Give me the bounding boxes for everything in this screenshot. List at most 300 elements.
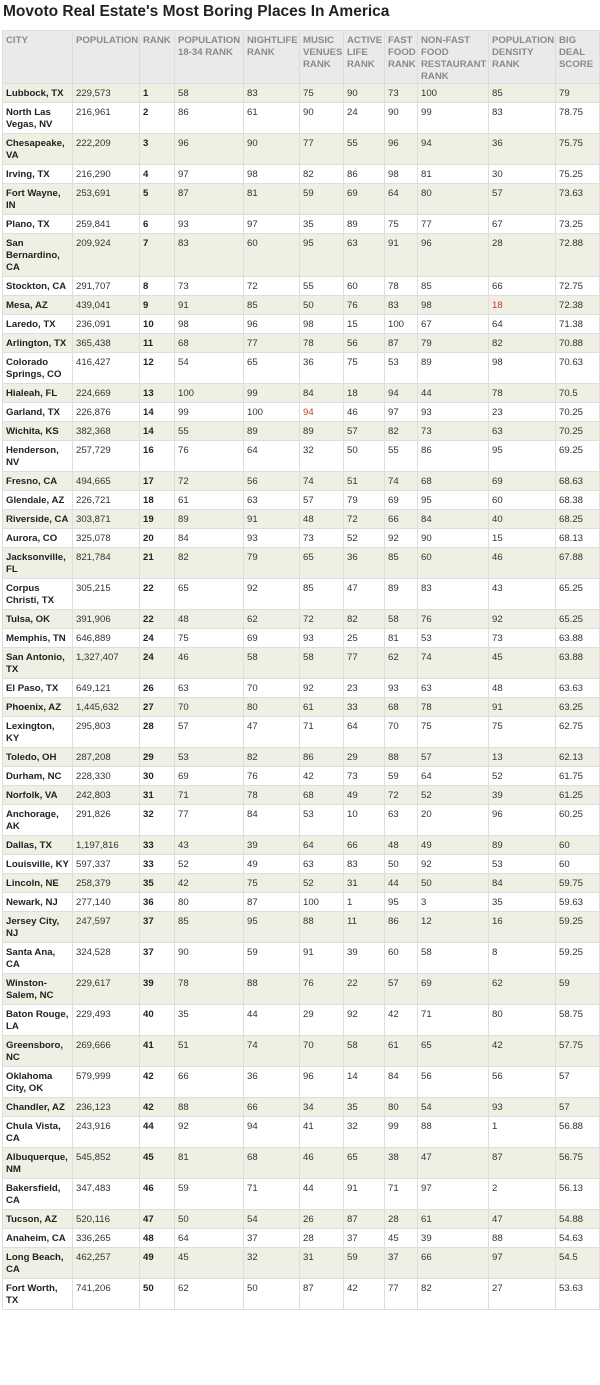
table-row	[3, 893, 600, 912]
cell-population: 222,209	[73, 134, 140, 165]
cell-rank: 37	[140, 912, 175, 943]
cell-population-density-rank: 8	[489, 943, 556, 974]
header-row	[3, 31, 600, 84]
cell-population: 236,091	[73, 315, 140, 334]
cell-active-life-rank: 63	[344, 234, 385, 277]
cell-non-fast-food-rank: 96	[418, 234, 489, 277]
cell-rank: 4	[140, 165, 175, 184]
cell-non-fast-food-rank: 80	[418, 184, 489, 215]
cell-population-18-34-rank: 70	[175, 698, 244, 717]
cell-city: Riverside, CA	[3, 510, 73, 529]
table-row	[3, 334, 600, 353]
cell-non-fast-food-rank: 63	[418, 679, 489, 698]
cell-non-fast-food-rank: 54	[418, 1098, 489, 1117]
cell-big-deal-score: 73.63	[556, 184, 600, 215]
table-row	[3, 855, 600, 874]
cell-music-venues-rank: 58	[300, 648, 344, 679]
cell-nightlife-rank: 72	[244, 277, 300, 296]
cell-fast-food-rank: 53	[385, 353, 418, 384]
cell-population-18-34-rank: 91	[175, 296, 244, 315]
cell-city: Henderson, NV	[3, 441, 73, 472]
cell-active-life-rank: 51	[344, 472, 385, 491]
cell-music-venues-rank: 73	[300, 529, 344, 548]
cell-rank: 32	[140, 805, 175, 836]
cell-population-18-34-rank: 69	[175, 767, 244, 786]
cell-population-18-34-rank: 55	[175, 422, 244, 441]
cell-big-deal-score: 75.75	[556, 134, 600, 165]
cell-music-venues-rank: 92	[300, 679, 344, 698]
cell-population-density-rank: 62	[489, 974, 556, 1005]
cell-active-life-rank: 91	[344, 1179, 385, 1210]
cell-population-18-34-rank: 50	[175, 1210, 244, 1229]
cell-non-fast-food-rank: 69	[418, 974, 489, 1005]
cell-population-density-rank: 69	[489, 472, 556, 491]
cell-big-deal-score: 72.38	[556, 296, 600, 315]
cell-big-deal-score: 73.25	[556, 215, 600, 234]
cell-active-life-rank: 23	[344, 679, 385, 698]
cell-rank: 27	[140, 698, 175, 717]
cell-non-fast-food-rank: 61	[418, 1210, 489, 1229]
cell-city: Glendale, AZ	[3, 491, 73, 510]
cell-fast-food-rank: 97	[385, 403, 418, 422]
table-row	[3, 277, 600, 296]
cell-music-venues-rank: 48	[300, 510, 344, 529]
cell-population-18-34-rank: 58	[175, 84, 244, 103]
cell-city: Anchorage, AK	[3, 805, 73, 836]
table-body	[3, 84, 600, 1310]
cell-population-density-rank: 85	[489, 84, 556, 103]
cell-big-deal-score: 72.75	[556, 277, 600, 296]
cell-nightlife-rank: 66	[244, 1098, 300, 1117]
cell-population: 247,597	[73, 912, 140, 943]
cell-rank: 13	[140, 384, 175, 403]
cell-big-deal-score: 79	[556, 84, 600, 103]
cell-population: 649,121	[73, 679, 140, 698]
cell-population-density-rank: 84	[489, 874, 556, 893]
table-row	[3, 548, 600, 579]
boring-places-table	[2, 30, 600, 1310]
cell-rank: 6	[140, 215, 175, 234]
cell-music-venues-rank: 26	[300, 1210, 344, 1229]
cell-music-venues-rank: 89	[300, 422, 344, 441]
cell-fast-food-rank: 64	[385, 184, 418, 215]
table-row	[3, 698, 600, 717]
cell-fast-food-rank: 93	[385, 679, 418, 698]
cell-city: Memphis, TN	[3, 629, 73, 648]
table-row	[3, 422, 600, 441]
cell-population-18-34-rank: 64	[175, 1229, 244, 1248]
cell-non-fast-food-rank: 57	[418, 748, 489, 767]
cell-active-life-rank: 79	[344, 491, 385, 510]
cell-rank: 39	[140, 974, 175, 1005]
cell-active-life-rank: 37	[344, 1229, 385, 1248]
cell-non-fast-food-rank: 100	[418, 84, 489, 103]
cell-population-18-34-rank: 90	[175, 943, 244, 974]
cell-population: 216,290	[73, 165, 140, 184]
cell-music-venues-rank: 87	[300, 1279, 344, 1310]
cell-population-density-rank: 66	[489, 277, 556, 296]
cell-population-density-rank: 23	[489, 403, 556, 422]
cell-city: Colorado Springs, CO	[3, 353, 73, 384]
cell-big-deal-score: 59.75	[556, 874, 600, 893]
cell-population-18-34-rank: 89	[175, 510, 244, 529]
table-row	[3, 648, 600, 679]
cell-population-density-rank: 16	[489, 912, 556, 943]
cell-rank: 36	[140, 893, 175, 912]
cell-nightlife-rank: 63	[244, 491, 300, 510]
cell-nightlife-rank: 90	[244, 134, 300, 165]
cell-rank: 45	[140, 1148, 175, 1179]
cell-nightlife-rank: 91	[244, 510, 300, 529]
cell-big-deal-score: 78.75	[556, 103, 600, 134]
cell-active-life-rank: 59	[344, 1248, 385, 1279]
cell-active-life-rank: 65	[344, 1148, 385, 1179]
cell-non-fast-food-rank: 77	[418, 215, 489, 234]
cell-population-18-34-rank: 45	[175, 1248, 244, 1279]
cell-nightlife-rank: 93	[244, 529, 300, 548]
table-row	[3, 403, 600, 422]
cell-population-density-rank: 93	[489, 1098, 556, 1117]
cell-rank: 33	[140, 855, 175, 874]
cell-population-18-34-rank: 54	[175, 353, 244, 384]
cell-nightlife-rank: 39	[244, 836, 300, 855]
cell-rank: 14	[140, 422, 175, 441]
cell-non-fast-food-rank: 84	[418, 510, 489, 529]
cell-non-fast-food-rank: 99	[418, 103, 489, 134]
cell-music-venues-rank: 90	[300, 103, 344, 134]
cell-nightlife-rank: 71	[244, 1179, 300, 1210]
cell-big-deal-score: 60	[556, 855, 600, 874]
cell-city: Long Beach, CA	[3, 1248, 73, 1279]
cell-population-18-34-rank: 53	[175, 748, 244, 767]
cell-rank: 35	[140, 874, 175, 893]
cell-active-life-rank: 22	[344, 974, 385, 1005]
cell-city: Fresno, CA	[3, 472, 73, 491]
cell-fast-food-rank: 83	[385, 296, 418, 315]
cell-population: 439,041	[73, 296, 140, 315]
cell-population: 295,803	[73, 717, 140, 748]
cell-population-density-rank: 89	[489, 836, 556, 855]
cell-big-deal-score: 72.88	[556, 234, 600, 277]
cell-city: Newark, NJ	[3, 893, 73, 912]
cell-big-deal-score: 59.25	[556, 912, 600, 943]
cell-population-18-34-rank: 98	[175, 315, 244, 334]
cell-non-fast-food-rank: 47	[418, 1148, 489, 1179]
table-row	[3, 610, 600, 629]
cell-nightlife-rank: 92	[244, 579, 300, 610]
cell-nightlife-rank: 68	[244, 1148, 300, 1179]
cell-population: 242,803	[73, 786, 140, 805]
cell-population-18-34-rank: 76	[175, 441, 244, 472]
cell-city: Aurora, CO	[3, 529, 73, 548]
cell-population-18-34-rank: 63	[175, 679, 244, 698]
table-row	[3, 974, 600, 1005]
cell-active-life-rank: 75	[344, 353, 385, 384]
cell-city: Lincoln, NE	[3, 874, 73, 893]
cell-city: Jersey City, NJ	[3, 912, 73, 943]
cell-big-deal-score: 61.25	[556, 786, 600, 805]
cell-city: Fort Wayne, IN	[3, 184, 73, 215]
cell-non-fast-food-rank: 75	[418, 717, 489, 748]
cell-rank: 3	[140, 134, 175, 165]
cell-population-density-rank: 2	[489, 1179, 556, 1210]
cell-non-fast-food-rank: 49	[418, 836, 489, 855]
cell-population-18-34-rank: 93	[175, 215, 244, 234]
cell-music-venues-rank: 31	[300, 1248, 344, 1279]
table-row	[3, 1005, 600, 1036]
cell-music-venues-rank: 88	[300, 912, 344, 943]
cell-population-18-34-rank: 77	[175, 805, 244, 836]
cell-fast-food-rank: 96	[385, 134, 418, 165]
cell-music-venues-rank: 85	[300, 579, 344, 610]
cell-population-density-rank: 36	[489, 134, 556, 165]
cell-rank: 5	[140, 184, 175, 215]
cell-fast-food-rank: 57	[385, 974, 418, 1005]
cell-population-18-34-rank: 42	[175, 874, 244, 893]
cell-fast-food-rank: 45	[385, 1229, 418, 1248]
cell-fast-food-rank: 66	[385, 510, 418, 529]
cell-rank: 50	[140, 1279, 175, 1310]
cell-rank: 21	[140, 548, 175, 579]
cell-big-deal-score: 68.25	[556, 510, 600, 529]
cell-active-life-rank: 90	[344, 84, 385, 103]
cell-population-density-rank: 67	[489, 215, 556, 234]
cell-active-life-rank: 42	[344, 1279, 385, 1310]
cell-population-18-34-rank: 86	[175, 103, 244, 134]
cell-population-density-rank: 83	[489, 103, 556, 134]
cell-nightlife-rank: 80	[244, 698, 300, 717]
cell-population-density-rank: 91	[489, 698, 556, 717]
cell-rank: 22	[140, 610, 175, 629]
cell-city: Louisville, KY	[3, 855, 73, 874]
cell-big-deal-score: 62.13	[556, 748, 600, 767]
cell-nightlife-rank: 60	[244, 234, 300, 277]
cell-active-life-rank: 64	[344, 717, 385, 748]
header-active-life-rank: ACTIVE LIFE RANK	[344, 31, 385, 84]
cell-population: 287,208	[73, 748, 140, 767]
cell-big-deal-score: 63.63	[556, 679, 600, 698]
cell-active-life-rank: 15	[344, 315, 385, 334]
cell-rank: 28	[140, 717, 175, 748]
cell-non-fast-food-rank: 81	[418, 165, 489, 184]
cell-big-deal-score: 62.75	[556, 717, 600, 748]
cell-population-density-rank: 52	[489, 767, 556, 786]
cell-nightlife-rank: 98	[244, 165, 300, 184]
table-row	[3, 717, 600, 748]
cell-fast-food-rank: 84	[385, 1067, 418, 1098]
cell-nightlife-rank: 84	[244, 805, 300, 836]
cell-fast-food-rank: 58	[385, 610, 418, 629]
cell-nightlife-rank: 36	[244, 1067, 300, 1098]
cell-music-venues-rank: 53	[300, 805, 344, 836]
cell-population-density-rank: 96	[489, 805, 556, 836]
cell-city: Winston-Salem, NC	[3, 974, 73, 1005]
cell-active-life-rank: 50	[344, 441, 385, 472]
cell-population-18-34-rank: 83	[175, 234, 244, 277]
cell-active-life-rank: 25	[344, 629, 385, 648]
cell-active-life-rank: 72	[344, 510, 385, 529]
cell-big-deal-score: 69.25	[556, 441, 600, 472]
cell-fast-food-rank: 50	[385, 855, 418, 874]
cell-active-life-rank: 82	[344, 610, 385, 629]
cell-rank: 12	[140, 353, 175, 384]
cell-active-life-rank: 24	[344, 103, 385, 134]
cell-fast-food-rank: 44	[385, 874, 418, 893]
cell-music-venues-rank: 100	[300, 893, 344, 912]
cell-population-18-34-rank: 68	[175, 334, 244, 353]
cell-active-life-rank: 31	[344, 874, 385, 893]
cell-active-life-rank: 46	[344, 403, 385, 422]
cell-city: Jacksonville, FL	[3, 548, 73, 579]
table-row	[3, 1279, 600, 1310]
cell-city: Laredo, TX	[3, 315, 73, 334]
cell-fast-food-rank: 69	[385, 491, 418, 510]
cell-city: Irving, TX	[3, 165, 73, 184]
cell-population: 324,528	[73, 943, 140, 974]
cell-nightlife-rank: 54	[244, 1210, 300, 1229]
cell-non-fast-food-rank: 92	[418, 855, 489, 874]
cell-non-fast-food-rank: 94	[418, 134, 489, 165]
cell-non-fast-food-rank: 52	[418, 786, 489, 805]
cell-music-venues-rank: 84	[300, 384, 344, 403]
table-row	[3, 134, 600, 165]
cell-active-life-rank: 76	[344, 296, 385, 315]
cell-city: Tulsa, OK	[3, 610, 73, 629]
table-row	[3, 184, 600, 215]
cell-population: 545,852	[73, 1148, 140, 1179]
table-row	[3, 805, 600, 836]
cell-nightlife-rank: 89	[244, 422, 300, 441]
cell-nightlife-rank: 85	[244, 296, 300, 315]
cell-city: Bakersfield, CA	[3, 1179, 73, 1210]
cell-music-venues-rank: 93	[300, 629, 344, 648]
cell-city: Chula Vista, CA	[3, 1117, 73, 1148]
cell-active-life-rank: 14	[344, 1067, 385, 1098]
cell-big-deal-score: 67.88	[556, 548, 600, 579]
cell-nightlife-rank: 65	[244, 353, 300, 384]
cell-big-deal-score: 70.25	[556, 422, 600, 441]
cell-music-venues-rank: 95	[300, 234, 344, 277]
cell-city: Dallas, TX	[3, 836, 73, 855]
cell-music-venues-rank: 76	[300, 974, 344, 1005]
cell-active-life-rank: 60	[344, 277, 385, 296]
cell-population-18-34-rank: 78	[175, 974, 244, 1005]
cell-rank: 7	[140, 234, 175, 277]
cell-rank: 37	[140, 943, 175, 974]
cell-music-venues-rank: 42	[300, 767, 344, 786]
cell-non-fast-food-rank: 56	[418, 1067, 489, 1098]
cell-city: Stockton, CA	[3, 277, 73, 296]
cell-population-density-rank: 13	[489, 748, 556, 767]
cell-non-fast-food-rank: 3	[418, 893, 489, 912]
cell-non-fast-food-rank: 53	[418, 629, 489, 648]
cell-active-life-rank: 29	[344, 748, 385, 767]
cell-music-venues-rank: 44	[300, 1179, 344, 1210]
cell-big-deal-score: 53.63	[556, 1279, 600, 1310]
table-row	[3, 1179, 600, 1210]
cell-non-fast-food-rank: 78	[418, 698, 489, 717]
cell-population: 236,123	[73, 1098, 140, 1117]
cell-big-deal-score: 70.63	[556, 353, 600, 384]
cell-active-life-rank: 18	[344, 384, 385, 403]
cell-population-density-rank: 60	[489, 491, 556, 510]
header-city: CITY	[3, 31, 73, 84]
table-row	[3, 491, 600, 510]
cell-non-fast-food-rank: 85	[418, 277, 489, 296]
table-row	[3, 912, 600, 943]
cell-rank: 30	[140, 767, 175, 786]
cell-city: Mesa, AZ	[3, 296, 73, 315]
cell-rank: 26	[140, 679, 175, 698]
cell-fast-food-rank: 91	[385, 234, 418, 277]
cell-population: 216,961	[73, 103, 140, 134]
cell-nightlife-rank: 79	[244, 548, 300, 579]
cell-population-18-34-rank: 52	[175, 855, 244, 874]
cell-music-venues-rank: 61	[300, 698, 344, 717]
cell-population: 741,206	[73, 1279, 140, 1310]
cell-music-venues-rank: 68	[300, 786, 344, 805]
cell-music-venues-rank: 36	[300, 353, 344, 384]
cell-population: 579,999	[73, 1067, 140, 1098]
cell-non-fast-food-rank: 76	[418, 610, 489, 629]
table-row	[3, 1067, 600, 1098]
cell-city: Wichita, KS	[3, 422, 73, 441]
cell-music-venues-rank: 72	[300, 610, 344, 629]
cell-rank: 22	[140, 579, 175, 610]
cell-population-density-rank: 30	[489, 165, 556, 184]
cell-active-life-rank: 47	[344, 579, 385, 610]
table-row	[3, 1229, 600, 1248]
cell-population-18-34-rank: 61	[175, 491, 244, 510]
cell-population: 229,493	[73, 1005, 140, 1036]
cell-population: 224,669	[73, 384, 140, 403]
table-row	[3, 767, 600, 786]
cell-non-fast-food-rank: 39	[418, 1229, 489, 1248]
table-row	[3, 579, 600, 610]
cell-population-density-rank: 45	[489, 648, 556, 679]
cell-population-18-34-rank: 97	[175, 165, 244, 184]
cell-rank: 10	[140, 315, 175, 334]
table-row	[3, 629, 600, 648]
header-non-fast-food-rank: NON-FAST FOOD RESTAURANT RANK	[418, 31, 489, 84]
cell-fast-food-rank: 85	[385, 548, 418, 579]
cell-city: Chesapeake, VA	[3, 134, 73, 165]
cell-city: Santa Ana, CA	[3, 943, 73, 974]
cell-nightlife-rank: 47	[244, 717, 300, 748]
table-row	[3, 529, 600, 548]
cell-big-deal-score: 54.63	[556, 1229, 600, 1248]
cell-population-density-rank: 47	[489, 1210, 556, 1229]
cell-city: Toledo, OH	[3, 748, 73, 767]
cell-city: Phoenix, AZ	[3, 698, 73, 717]
cell-city: Fort Worth, TX	[3, 1279, 73, 1310]
cell-rank: 33	[140, 836, 175, 855]
cell-music-venues-rank: 77	[300, 134, 344, 165]
cell-fast-food-rank: 60	[385, 943, 418, 974]
cell-city: Lexington, KY	[3, 717, 73, 748]
cell-nightlife-rank: 49	[244, 855, 300, 874]
cell-music-venues-rank: 57	[300, 491, 344, 510]
cell-active-life-rank: 52	[344, 529, 385, 548]
cell-music-venues-rank: 96	[300, 1067, 344, 1098]
cell-nightlife-rank: 94	[244, 1117, 300, 1148]
cell-music-venues-rank: 65	[300, 548, 344, 579]
cell-non-fast-food-rank: 88	[418, 1117, 489, 1148]
cell-population: 226,876	[73, 403, 140, 422]
cell-population: 291,707	[73, 277, 140, 296]
table-row	[3, 103, 600, 134]
cell-active-life-rank: 58	[344, 1036, 385, 1067]
